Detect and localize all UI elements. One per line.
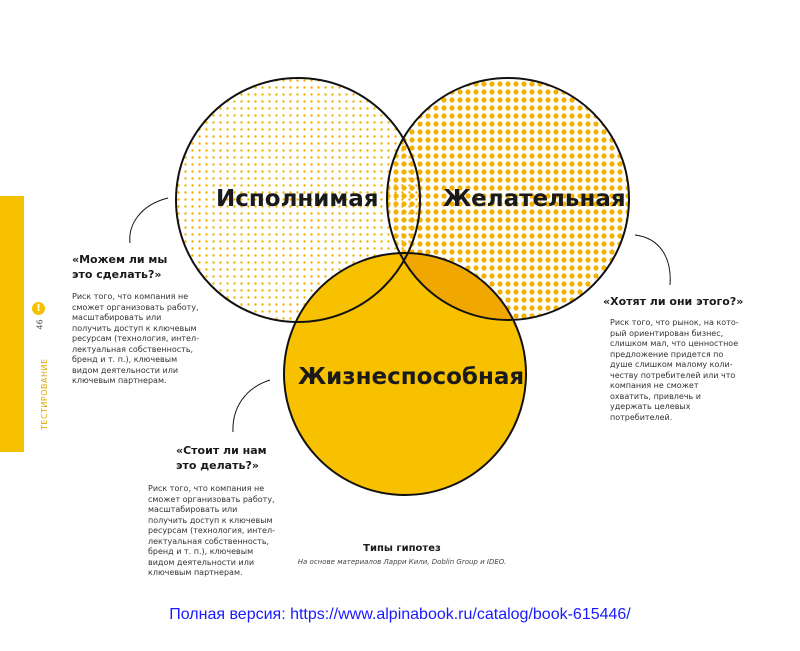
feasible-label: Исполнимая [216, 186, 379, 212]
section-label: ТЕСТИРОВАНИЕ [40, 358, 49, 430]
feasible-question: «Можем ли мы это сделать?» [72, 253, 168, 281]
page-number: 46 [35, 319, 45, 330]
alert-icon: ! [32, 302, 45, 315]
feasible-connector [130, 198, 168, 243]
desirable-connector [635, 235, 670, 285]
desirable-label: Желательная [443, 186, 626, 212]
viable-label: Жизнеспособная [298, 364, 525, 390]
figure-caption-source: На основе материалов Ларри Кили, Doblin Group и IDEO. [297, 558, 507, 566]
desirable-question: «Хотят ли они этого?» [603, 295, 744, 308]
feasible-description: Риск того, что компания не сможет организовать работу, масштабировать или получить доступ к ключевым ресурсам (технология, интел-лектуальная собственность, бренд и т. п.), ключевым видом деятельности или ключевым партнерам. [72, 292, 199, 385]
full-version-link[interactable]: Полная версия: https://www.alpinabook.ru/catalog/book-615446/ [169, 606, 631, 623]
viable-question: «Стоит ли нам это делать?» [176, 444, 267, 472]
desirable-description: Риск того, что рынок, на кото-рый ориентирован бизнес, слишком мал, что ценностное предложение придется по душе слишком малому коли-честву потребителей или что компания не сможет охватить, привлечь и удержать целевых потребителей. [610, 318, 739, 422]
figure-caption-title: Типы гипотез [363, 543, 441, 554]
viable-description: Риск того, что компания не сможет организовать работу, масштабировать или получить доступ к ключевым ресурсам (технология, интел-лектуальная собственность, бренд и т. п.), ключевым видом деятельности или ключевым партнерам. [148, 484, 275, 577]
viable-connector [233, 380, 270, 432]
